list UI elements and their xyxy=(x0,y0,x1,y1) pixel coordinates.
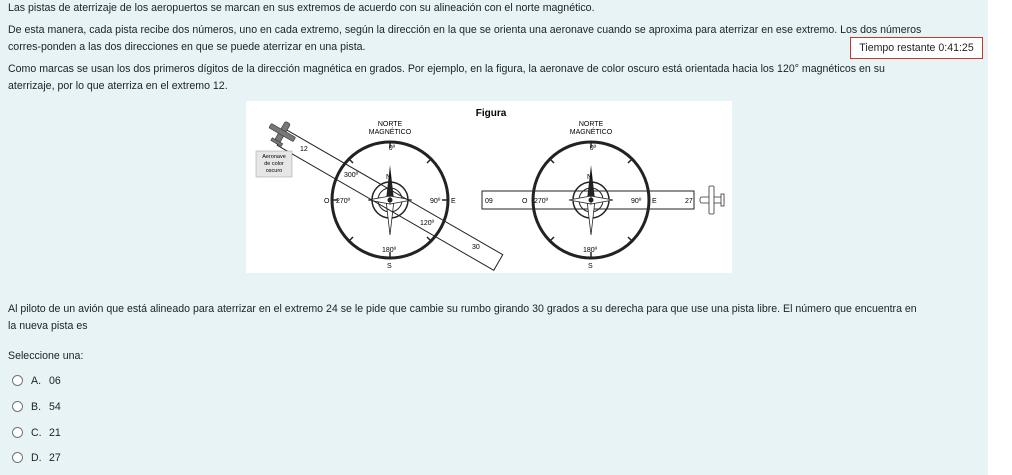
option-a-value: 06 xyxy=(49,375,61,387)
aeronave-label-3: oscuro xyxy=(265,168,283,174)
left-180-label: 180º xyxy=(382,247,397,254)
left-south-letter: S xyxy=(387,263,392,270)
left-compass xyxy=(256,116,503,271)
left-0-label: 0º xyxy=(388,145,396,152)
right-east-letter: E xyxy=(652,198,657,205)
right-north-label: NORTE xyxy=(578,121,604,128)
paragraph-three-line-2: aterrizaje, por lo que aterriza en el extremo 12. xyxy=(8,80,228,92)
radio-c[interactable] xyxy=(12,427,23,438)
option-d[interactable] xyxy=(12,449,212,467)
option-d-letter: D. xyxy=(31,452,42,464)
right-rose-n: N xyxy=(587,174,593,181)
option-c-letter: C. xyxy=(31,427,42,439)
right-compass xyxy=(482,121,724,270)
left-rose-n: N xyxy=(386,174,392,181)
option-b-value: 54 xyxy=(49,401,61,413)
paragraph-two-line-2: corres-ponden a las dos direcciones en que se puede aterrizar en una pista. xyxy=(8,41,366,53)
right-0-label: 0º xyxy=(589,145,597,152)
question-line-1: Al piloto de un avión que está alineado para aterrizar en el extremo 24 se le pide que cambie su rumbo girando 30 grados a su derecha para que use una pista libre. El número que encuentra en xyxy=(8,303,917,315)
right-90-label: 90º xyxy=(631,198,642,205)
time-remaining-badge: Tiempo restante 0:41:25 xyxy=(850,37,983,59)
option-a[interactable] xyxy=(12,372,212,390)
runway-end-27: 27 xyxy=(685,198,693,205)
right-west-letter: O xyxy=(522,198,528,205)
figure-title: Figura xyxy=(475,108,507,119)
left-magnetic-label: MAGNÉTICO xyxy=(368,129,412,136)
runway-figure xyxy=(246,101,732,273)
radio-b[interactable] xyxy=(12,401,23,412)
right-south-letter: S xyxy=(588,263,593,270)
runway-end-12: 12 xyxy=(300,146,308,153)
option-b[interactable] xyxy=(12,398,212,416)
radio-d[interactable] xyxy=(12,452,23,463)
left-120-label: 120º xyxy=(420,220,435,227)
select-prompt: Seleccione una: xyxy=(8,350,84,362)
left-270-label: 270º xyxy=(336,198,351,205)
right-180-label: 180º xyxy=(583,247,598,254)
dark-plane-icon xyxy=(264,116,300,151)
runway-end-30: 30 xyxy=(472,244,480,251)
light-plane-icon xyxy=(700,186,724,214)
right-magnetic-label: MAGNÉTICO xyxy=(569,129,613,136)
option-d-value: 27 xyxy=(49,452,61,464)
question-line-2: la nueva pista es xyxy=(8,320,88,332)
right-270-label: 270º xyxy=(534,198,549,205)
paragraph-two-line-1: De esta manera, cada pista recibe dos números, uno en cada extremo, según la dirección en la que se orienta una aeronave cuando se aproxima para aterrizar en ese extremo. Los dos números xyxy=(8,24,922,36)
left-west-letter: O xyxy=(324,198,330,205)
left-north-label: NORTE xyxy=(377,121,403,128)
option-a-letter: A. xyxy=(31,375,42,387)
option-b-letter: B. xyxy=(31,401,42,413)
aeronave-label-2: de color xyxy=(264,161,284,167)
option-c-value: 21 xyxy=(49,427,61,439)
radio-a[interactable] xyxy=(12,375,23,386)
aeronave-label-1: Aeronave xyxy=(262,154,286,160)
left-90-label: 90º xyxy=(430,198,441,205)
left-east-letter: E xyxy=(451,198,456,205)
left-300-label: 300º xyxy=(344,172,359,179)
paragraph-intro: Las pistas de aterrizaje de los aeropuertos se marcan en sus extremos de acuerdo con su alineación con el norte magnético. xyxy=(8,2,595,14)
option-c[interactable] xyxy=(12,424,212,442)
runway-end-09: 09 xyxy=(485,198,493,205)
paragraph-three-line-1: Como marcas se usan los dos primeros dígitos de la dirección magnética en grados. Por ejemplo, en la figura, la aeronave de color oscuro está orientada hacia los 120° magnéticos en su xyxy=(8,63,885,75)
